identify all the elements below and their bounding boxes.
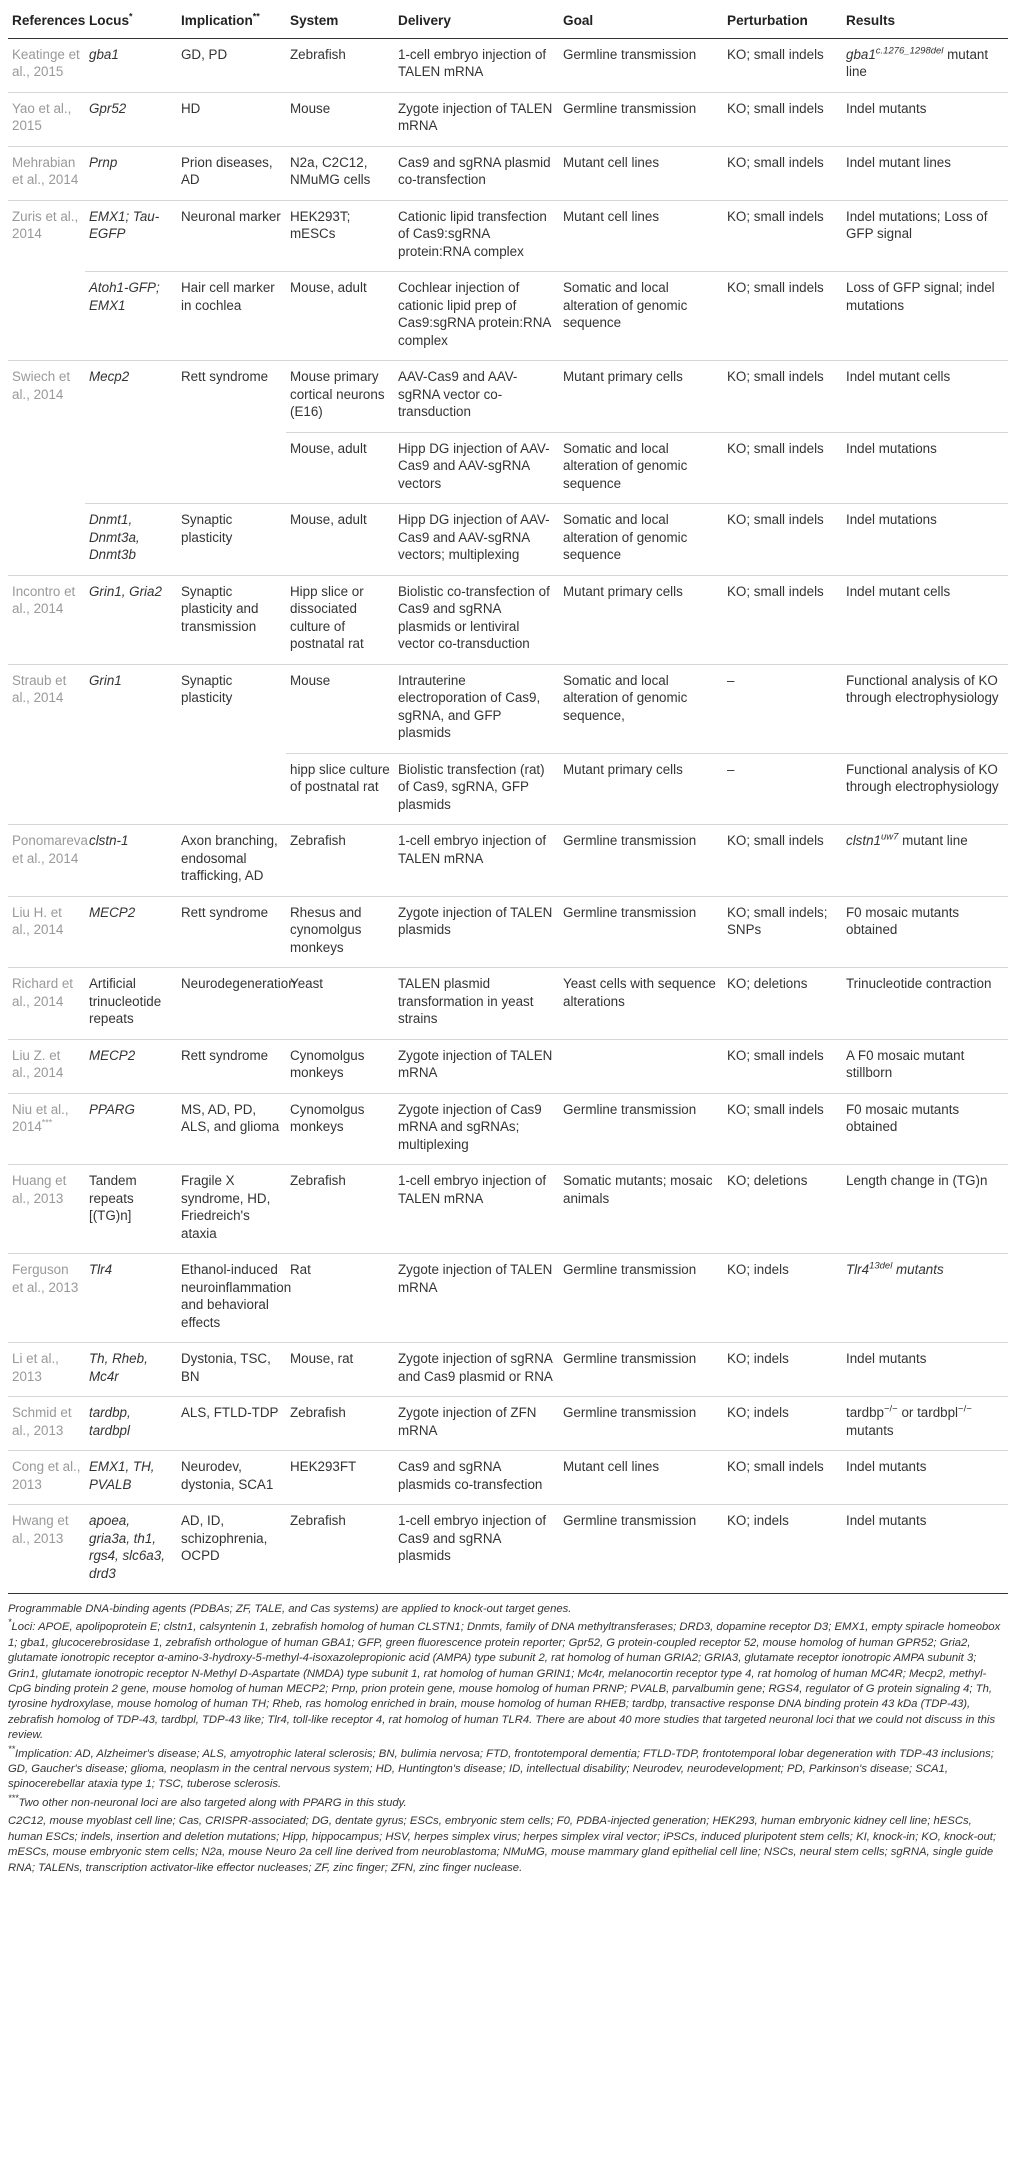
cell-system: Zebrafish (290, 46, 346, 62)
cell-goal: Mutant primary cells (559, 753, 723, 825)
cell-goal: Germline transmission (559, 896, 723, 968)
cell-results: Trinucleotide contraction (842, 968, 1008, 1040)
cell-delivery: 1-cell embryo injection of TALEN mRNA (394, 825, 559, 897)
cell-goal: Mutant cell lines (559, 200, 723, 272)
cell-goal: Mutant primary cells (559, 575, 723, 664)
cell-implication: Fragile X syndrome, HD, Friedreich's ataxia (177, 1165, 286, 1254)
cell-delivery: Zygote injection of Cas9 mRNA and sgRNAs; multiplexing (394, 1093, 559, 1165)
table-row (8, 664, 1008, 753)
cell-locus: Th, Rheb, Mc4r (85, 1343, 177, 1397)
cell-locus: tardbp, tardbpl (85, 1397, 177, 1451)
cell-perturbation: KO; small indels (723, 272, 842, 361)
cell-reference: Liu Z. et al., 2014 (8, 1039, 85, 1093)
table-row (8, 1254, 1008, 1343)
table-row (8, 38, 1008, 92)
cell-results: Indel mutations (842, 504, 1008, 576)
cell-perturbation: KO; small indels (727, 46, 824, 62)
table-row (8, 896, 1008, 968)
cell-goal: Somatic and local alteration of genomic sequence (559, 504, 723, 576)
footnote-intro: Programmable DNA-binding agents (PDBAs; ZF, TALE, and Cas systems) are applied to knock-out target genes. (8, 1603, 572, 1615)
cell-implication: Prion diseases, AD (177, 146, 286, 200)
cell-system: Mouse, adult (286, 272, 394, 361)
cell-implication: Synaptic plasticity (177, 504, 286, 576)
footnote-niu: ***Two other non-neuronal loci are also targeted along with PPARG in this study. (8, 1793, 407, 1809)
cell-system: Mouse (286, 92, 394, 146)
cell-locus: Grin1 (85, 664, 177, 825)
cell-system: Mouse, adult (286, 432, 394, 504)
cell-perturbation: KO; small indels (723, 1451, 842, 1505)
cell-results: Indel mutant lines (842, 146, 1008, 200)
cell-reference: Huang et al., 2013 (8, 1165, 85, 1254)
cell-reference: Liu H. et al., 2014 (8, 896, 85, 968)
cell-results: Indel mutants (842, 1343, 1008, 1397)
cell-system: Rhesus and cynomolgus monkeys (286, 896, 394, 968)
cell-delivery: Hipp DG injection of AAV-Cas9 and AAV-sgRNA vectors (394, 432, 559, 504)
cell-delivery: Biolistic transfection (rat) of Cas9, sgRNA, GFP plasmids (394, 753, 559, 825)
cell-perturbation: KO; deletions (723, 1165, 842, 1254)
cell-system: HEK293T; mESCs (286, 200, 394, 272)
cell-system: Cynomolgus monkeys (286, 1093, 394, 1165)
cell-system: HEK293FT (286, 1451, 394, 1505)
cell-locus: Dnmt1, Dnmt3a, Dnmt3b (85, 504, 177, 576)
cell-goal: Germline transmission (559, 92, 723, 146)
cell-results: Loss of GFP signal; indel mutations (842, 272, 1008, 361)
cell-implication: Dystonia, TSC, BN (177, 1343, 286, 1397)
cell-system: Mouse, adult (286, 504, 394, 576)
cell-system: Zebrafish (286, 1165, 394, 1254)
cell-delivery: 1-cell embryo injection of Cas9 and sgRNA plasmids (394, 1505, 559, 1594)
cell-reference: Hwang et al., 2013 (8, 1505, 85, 1594)
cell-implication: Synaptic plasticity and transmission (177, 575, 286, 664)
cell-implication: ALS, FTLD-TDP (177, 1397, 286, 1451)
cell-reference: Yao et al., 2015 (8, 92, 85, 146)
header-implication: Implication** (177, 6, 286, 38)
cell-system: Mouse primary cortical neurons (E16) (286, 361, 394, 433)
cell-implication: Rett syndrome (177, 1039, 286, 1093)
cell-perturbation: KO; small indels; SNPs (723, 896, 842, 968)
cell-reference: Ferguson et al., 2013 (8, 1254, 85, 1343)
cell-results: $Tlr4^{13del}$ mutants (842, 1254, 1008, 1343)
cell-results: Functional analysis of KO through electrophysiology (842, 753, 1008, 825)
table-row (8, 1165, 1008, 1254)
cell-reference: Zuris et al., 2014 (8, 200, 85, 361)
cell-reference: Incontro et al., 2014 (8, 575, 85, 664)
cell-goal: Germline transmission (559, 1343, 723, 1397)
header-row (8, 6, 1008, 38)
cell-system: N2a, C2C12, NMuMG cells (286, 146, 394, 200)
cell-implication: GD, PD (181, 46, 228, 62)
cell-perturbation: KO; indels (723, 1505, 842, 1594)
table-row (8, 1343, 1008, 1397)
footnote-loci: *Loci: APOE, apolipoprotein E; clstn1, calsyntenin 1, zebrafish homolog of human CLSTN1; Dnmts, family of DNA methyltransferases; DRD3, dopamine receptor D3; EMX1, empty spiracle homeobox 1; gba1, glucocerebrosidase 1, zebrafish orthologue of human GBA1; GFP, green fluorescence protein reporter; Gpr52, G protein-coupled receptor 52, mouse homolog of human GPR52; Gria2, glutamate ionotropic receptor α-amino-3-hydroxy-5-methyl-4-isoxazolepropionic acid (AMPA) type subunit 2, rat homolog of human GRIA2; GRIA3, glutamate receptor ionotropic AMPA subunit 3; Grin1, glutamate ionotropic receptor N-Methyl D-Aspartate (NMDA) type subunit 1, rat homolog of human GRIN1; Mc4r, melanocortin receptor type 4, rat homolog of human MC4R; Mecp2, methyl-CpG binding protein 2 gene, mouse homolog of human MECP2; Prnp, prion protein gene, mouse homolog of human PRNP; PVALB, parvalbumin gene; RGS4, regulator of G protein signaling 4; Th, tyrosine hydroxylase, mouse homolog of human TH; Rheb, ras homolog enriched in brain, mouse homolog of human RHEB; tardbp, transactive response DNA binding protein 43 kDa (TDP-43), zebrafish homolog of TDP-43, tardbpl, TDP-43 like; Tlr4, toll-like receptor 4, rat homolog of human TLR4. There are about 40 more studies that targeted neuronal loci that we could not discuss in this review. (8, 1617, 1001, 1742)
cell-goal: Somatic and local alteration of genomic sequence (559, 432, 723, 504)
cell-results: $clstn1^{uw7}$ mutant line (842, 825, 1008, 897)
cell-results: Indel mutants (842, 92, 1008, 146)
cell-delivery: Zygote injection of TALEN plasmids (394, 896, 559, 968)
cell-reference: Cong et al., 2013 (8, 1451, 85, 1505)
cell-locus: MECP2 (85, 896, 177, 968)
table-row (8, 200, 1008, 272)
cell-reference: Keatinge et al., 2015 (12, 46, 80, 79)
cell-implication: HD (177, 92, 286, 146)
table-row (8, 504, 1008, 576)
cell-reference: Schmid et al., 2013 (8, 1397, 85, 1451)
table-row (8, 1039, 1008, 1093)
cell-perturbation: KO; small indels (723, 504, 842, 576)
cell-results: F0 mosaic mutants obtained (842, 896, 1008, 968)
cell-implication: Ethanol-induced neuroinflammation and behavioral effects (177, 1254, 286, 1343)
table-row (8, 92, 1008, 146)
cell-locus: Atoh1-GFP; EMX1 (85, 272, 177, 361)
cell-implication: Axon branching, endosomal trafficking, AD (177, 825, 286, 897)
cell-reference: Niu et al., 2014*** (8, 1093, 85, 1165)
cell-implication: Rett syndrome (177, 361, 286, 504)
footnote-abbreviations: C2C12, mouse myoblast cell line; Cas, CRISPR-associated; DG, dentate gyrus; ESCs, embryonic stem cells; F0, PDBA-injected generation; HEK293, human embryonic kidney cell line; hESCs, human ESCs; indels, insertion and deletion mutations; Hipp, hippocampus; HSV, herpes simplex virus; herpes simplex viral vector; iPSCs, induced pluripotent stem cells; KI, knock-in; KO, knock-out; mESCs, mouse embryonic stem cells; N2a, mouse Neuro 2a cell line derived from neuroblastoma; NMuMG, mouse mammary gland epithelial cell line; NSCs, neural stem cells; sgRNA, single guide RNA; TALENs, transcription activator-like effector nucleases; ZF, zinc finger; ZFN, zinc finger nuclease. (8, 1815, 997, 1874)
cell-system: hipp slice culture of postnatal rat (286, 753, 394, 825)
cell-perturbation: KO; small indels (723, 1093, 842, 1165)
table-row (8, 1093, 1008, 1165)
cell-implication: Rett syndrome (177, 896, 286, 968)
table-row (8, 146, 1008, 200)
footnote-implication: **Implication: AD, Alzheimer's disease; ALS, amyotrophic lateral sclerosis; BN, bulimia nervosa; FTD, frontotemporal dementia; FTLD-TDP, frontotemporal lobar degeneration with TDP-43 inclusions; GD, Gaucher's disease; glioma, neoplasm in the central nervous system; HD, Huntington's disease; ID, intellectual disability; Neurodev, neurodevelopment; PD, Parkinson's disease; SCA1, spinocerebellar ataxia type 1; TSC, tuberose sclerosis. (8, 1743, 994, 1791)
cell-results: Indel mutations; Loss of GFP signal (842, 200, 1008, 272)
table-row (8, 1505, 1008, 1594)
cell-delivery: AAV-Cas9 and AAV-sgRNA vector co-transduction (394, 361, 559, 433)
cell-goal: Germline transmission (559, 1397, 723, 1451)
cell-delivery: Hipp DG injection of AAV-Cas9 and AAV-sgRNA vectors; multiplexing (394, 504, 559, 576)
cell-results: Length change in (TG)n (842, 1165, 1008, 1254)
cell-goal: Germline transmission (559, 1505, 723, 1594)
cell-system: Mouse (286, 664, 394, 753)
cell-reference: Mehrabian et al., 2014 (8, 146, 85, 200)
cell-perturbation: KO; indels (723, 1343, 842, 1397)
cell-delivery: Biolistic co-transfection of Cas9 and sgRNA plasmids or lentiviral vector co-transduction (394, 575, 559, 664)
header-locus: Locus* (85, 6, 177, 38)
cell-system: Hipp slice or dissociated culture of postnatal rat (286, 575, 394, 664)
cell-system: Rat (286, 1254, 394, 1343)
cell-results: Indel mutations (842, 432, 1008, 504)
cell-results: Indel mutant cells (842, 575, 1008, 664)
cell-goal: Mutant cell lines (559, 1451, 723, 1505)
cell-results: Indel mutants (842, 1505, 1008, 1594)
cell-goal (559, 1039, 723, 1093)
cell-delivery: 1-cell embryo injection of TALEN mRNA (394, 1165, 559, 1254)
table-row (8, 1451, 1008, 1505)
header-goal: Goal (559, 6, 723, 38)
cell-locus: Tandem repeats [(TG)n] (85, 1165, 177, 1254)
cell-results: tardbp−/− or tardbpl−/− mutants (842, 1397, 1008, 1451)
cell-locus: Prnp (85, 146, 177, 200)
table-row (8, 361, 1008, 433)
table-footnotes (8, 1602, 1008, 1876)
cell-system: Mouse, rat (286, 1343, 394, 1397)
cell-perturbation: – (723, 664, 842, 753)
table-row (8, 968, 1008, 1040)
cell-reference: Richard et al., 2014 (8, 968, 85, 1040)
table-row (8, 575, 1008, 664)
cell-delivery: Cationic lipid transfection of Cas9:sgRNA protein:RNA complex (394, 200, 559, 272)
cell-results: Indel mutant cells (842, 361, 1008, 433)
cell-results: Functional analysis of KO through electrophysiology (842, 664, 1008, 753)
cell-implication: MS, AD, PD, ALS, and glioma (177, 1093, 286, 1165)
cell-perturbation: KO; deletions (723, 968, 842, 1040)
cell-reference: Ponomareva et al., 2014 (8, 825, 85, 897)
cell-implication: Neuronal marker (177, 200, 286, 272)
cell-reference: Straub et al., 2014 (8, 664, 85, 825)
cell-perturbation: KO; small indels (723, 361, 842, 433)
table-row (8, 1397, 1008, 1451)
cell-delivery: Zygote injection of ZFN mRNA (394, 1397, 559, 1451)
header-results: Results (842, 6, 1008, 38)
cell-delivery: Cochlear injection of cationic lipid prep of Cas9:sgRNA protein:RNA complex (394, 272, 559, 361)
cell-goal: Germline transmission (559, 1093, 723, 1165)
cell-locus: gba1 (89, 46, 119, 62)
cell-perturbation: KO; small indels (723, 200, 842, 272)
cell-system: Cynomolgus monkeys (286, 1039, 394, 1093)
cell-results: F0 mosaic mutants obtained (842, 1093, 1008, 1165)
table-row (8, 272, 1008, 361)
cell-results: A F0 mosaic mutant stillborn (842, 1039, 1008, 1093)
cell-system: Zebrafish (286, 825, 394, 897)
header-system: System (286, 6, 394, 38)
cell-goal: Somatic and local alteration of genomic sequence (559, 272, 723, 361)
cell-delivery: 1-cell embryo injection of TALEN mRNA (398, 46, 547, 79)
cell-implication: Hair cell marker in cochlea (177, 272, 286, 361)
cell-goal: Mutant primary cells (559, 361, 723, 433)
cell-perturbation: KO; small indels (723, 1039, 842, 1093)
cell-locus: EMX1, TH, PVALB (85, 1451, 177, 1505)
cell-results: Indel mutants (842, 1451, 1008, 1505)
cell-implication: Synaptic plasticity (177, 664, 286, 825)
header-references: References (8, 6, 85, 38)
cell-perturbation: KO; indels (723, 1254, 842, 1343)
cell-implication: Neurodegeneration (177, 968, 286, 1040)
cell-perturbation: KO; small indels (723, 432, 842, 504)
cell-locus: Gpr52 (85, 92, 177, 146)
cell-reference: Li et al., 2013 (8, 1343, 85, 1397)
crispr-studies-table (8, 6, 1008, 1594)
cell-delivery: Zygote injection of TALEN mRNA (394, 92, 559, 146)
cell-implication: Neurodev, dystonia, SCA1 (177, 1451, 286, 1505)
cell-goal: Mutant cell lines (559, 146, 723, 200)
cell-implication: AD, ID, schizophrenia, OCPD (177, 1505, 286, 1594)
cell-perturbation: KO; small indels (723, 575, 842, 664)
cell-delivery: Zygote injection of TALEN mRNA (394, 1039, 559, 1093)
cell-perturbation: KO; small indels (723, 825, 842, 897)
cell-locus: MECP2 (85, 1039, 177, 1093)
cell-locus: Mecp2 (85, 361, 177, 504)
cell-locus: apoea, gria3a, th1, rgs4, slc6a3, drd3 (85, 1505, 177, 1594)
cell-locus: Tlr4 (85, 1254, 177, 1343)
table-row (8, 825, 1008, 897)
cell-system: Zebrafish (286, 1397, 394, 1451)
cell-system: Zebrafish (286, 1505, 394, 1594)
cell-perturbation: – (723, 753, 842, 825)
cell-goal: Somatic mutants; mosaic animals (559, 1165, 723, 1254)
cell-delivery: Cas9 and sgRNA plasmid co-transfection (394, 146, 559, 200)
header-delivery: Delivery (394, 6, 559, 38)
cell-locus: EMX1; Tau-EGFP (85, 200, 177, 272)
cell-perturbation: KO; small indels (723, 146, 842, 200)
cell-delivery: Intrauterine electroporation of Cas9, sgRNA, and GFP plasmids (394, 664, 559, 753)
cell-goal: Somatic and local alteration of genomic sequence, (559, 664, 723, 753)
header-perturbation: Perturbation (723, 6, 842, 38)
cell-delivery: TALEN plasmid transformation in yeast strains (394, 968, 559, 1040)
cell-locus: clstn-1 (85, 825, 177, 897)
cell-goal: Germline transmission (559, 1254, 723, 1343)
cell-locus: PPARG (85, 1093, 177, 1165)
cell-delivery: Zygote injection of sgRNA and Cas9 plasmid or RNA (394, 1343, 559, 1397)
cell-goal: Yeast cells with sequence alterations (559, 968, 723, 1040)
cell-reference: Swiech et al., 2014 (8, 361, 85, 576)
cell-goal: Germline transmission (563, 46, 697, 62)
cell-perturbation: KO; small indels (723, 92, 842, 146)
cell-delivery: Zygote injection of TALEN mRNA (394, 1254, 559, 1343)
cell-perturbation: KO; indels (723, 1397, 842, 1451)
cell-results: $gba1^{c.1276\_1298del}$ mutant line (846, 45, 989, 79)
cell-locus: Grin1, Gria2 (85, 575, 177, 664)
cell-locus: Artificial trinucleotide repeats (85, 968, 177, 1040)
cell-delivery: Cas9 and sgRNA plasmids co-transfection (394, 1451, 559, 1505)
cell-system: Yeast (286, 968, 394, 1040)
cell-goal: Germline transmission (559, 825, 723, 897)
